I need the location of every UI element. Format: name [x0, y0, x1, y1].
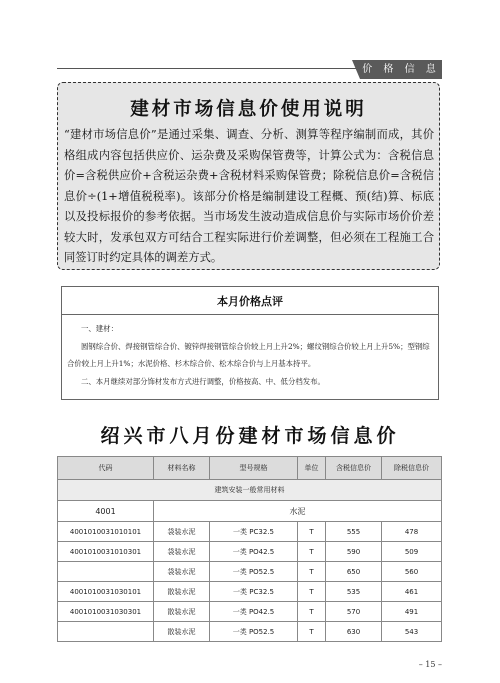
- header-code: 代码: [58, 457, 154, 480]
- cell-notax-price: 509: [382, 542, 442, 562]
- monthly-review-title: 本月价格点评: [217, 295, 283, 308]
- cell-unit: T: [298, 522, 326, 542]
- header-rule: [57, 68, 357, 69]
- monthly-review-body: [67, 320, 435, 390]
- price-table-title: 绍兴市八月份建材市场信息价: [100, 425, 400, 447]
- cell-code: [58, 622, 154, 642]
- cell-code: 4001010031030301: [58, 602, 154, 622]
- cell-unit: T: [298, 602, 326, 622]
- cell-spec: 一类 PO52.5: [210, 622, 298, 642]
- cell-code: [58, 562, 154, 582]
- header-tax-price: 含税信息价: [326, 457, 382, 480]
- header-material-name: 材料名称: [154, 457, 210, 480]
- cell-notax-price: 560: [382, 562, 442, 582]
- category-label: 建筑安装一般常用材料: [58, 480, 442, 501]
- cell-notax-price: 543: [382, 622, 442, 642]
- cell-unit: T: [298, 582, 326, 602]
- group-name: 水泥: [154, 501, 442, 522]
- review-line-building-materials: 一、建材：: [81, 324, 118, 333]
- cell-code: 4001010031010301: [58, 542, 154, 562]
- page-number: – 15 –: [418, 660, 442, 669]
- header-unit: 单位: [298, 457, 326, 480]
- monthly-review-box: [61, 286, 439, 400]
- cell-spec: 一类 PO52.5: [210, 562, 298, 582]
- cell-unit: T: [298, 542, 326, 562]
- cell-notax-price: 461: [382, 582, 442, 602]
- cell-tax-price: 570: [326, 602, 382, 622]
- review-line-price-changes: 圆钢综合价、焊接钢管综合价、镀锌焊接钢管综合价较上月上升2%；螺纹钢综合价较上月上升5%；型钢综合价较上月上升1%；水泥价格、杉木综合价、松木综合价与上月基本持平。: [67, 341, 430, 368]
- cell-name: 散装水泥: [154, 602, 210, 622]
- cell-tax-price: 590: [326, 542, 382, 562]
- cell-tax-price: 630: [326, 622, 382, 642]
- group-row: [58, 501, 442, 522]
- usage-notes-box: [57, 82, 440, 270]
- review-line-publishing-note: 二、本月继续对部分饰材发布方式进行调整，价格按高、中、低分档发布。: [81, 376, 325, 386]
- table-row: [58, 622, 442, 642]
- header-spec: 型号规格: [210, 457, 298, 480]
- table-row: [58, 602, 442, 622]
- cell-tax-price: 555: [326, 522, 382, 542]
- table-row: [58, 582, 442, 602]
- cell-code: 4001010031010101: [58, 522, 154, 542]
- header-notax-price: 除税信息价: [382, 457, 442, 480]
- usage-notes-title: 建材市场信息价使用说明: [130, 99, 367, 120]
- cell-notax-price: 491: [382, 602, 442, 622]
- cell-tax-price: 650: [326, 562, 382, 582]
- cell-code: 4001010031030101: [58, 582, 154, 602]
- section-tab: 价 格 信 息: [360, 60, 442, 79]
- cell-name: 散装水泥: [154, 582, 210, 602]
- usage-notes-body: “建材市场信息价”是通过采集、调查、分析、测算等程序编制而成，其价格组成内容包括供应价、运杂费及采购保管费等，计算公式为：含税信息价=含税供应价+含税运杂费+含税材料采购保管费；除税信息价=含税信息价÷(1+增值税税率)。该部分价格是编制建设工程概、预(结)算、标底以及投标报价的参考依据。当市场发生波动造成信息价与实际市场价价差较大时，发承包双方可结合工程实际进行价差调整，但必须在工程施工合同签订时约定具体的调差方式。: [64, 128, 434, 264]
- table-header-row: [58, 457, 442, 480]
- group-code: 4001: [58, 501, 154, 522]
- price-table: [57, 456, 442, 642]
- table-row: [58, 542, 442, 562]
- cell-spec: 一类 PO42.5: [210, 602, 298, 622]
- cell-name: 袋装水泥: [154, 562, 210, 582]
- cell-spec: 一类 PC32.5: [210, 582, 298, 602]
- table-row: [58, 562, 442, 582]
- cell-unit: T: [298, 622, 326, 642]
- cell-spec: 一类 PC32.5: [210, 522, 298, 542]
- cell-notax-price: 478: [382, 522, 442, 542]
- table-row: [58, 522, 442, 542]
- cell-name: 袋装水泥: [154, 522, 210, 542]
- monthly-review-divider: [62, 314, 438, 315]
- category-row: [58, 480, 442, 501]
- cell-unit: T: [298, 562, 326, 582]
- cell-name: 散装水泥: [154, 622, 210, 642]
- cell-name: 袋装水泥: [154, 542, 210, 562]
- cell-spec: 一类 PO42.5: [210, 542, 298, 562]
- cell-tax-price: 535: [326, 582, 382, 602]
